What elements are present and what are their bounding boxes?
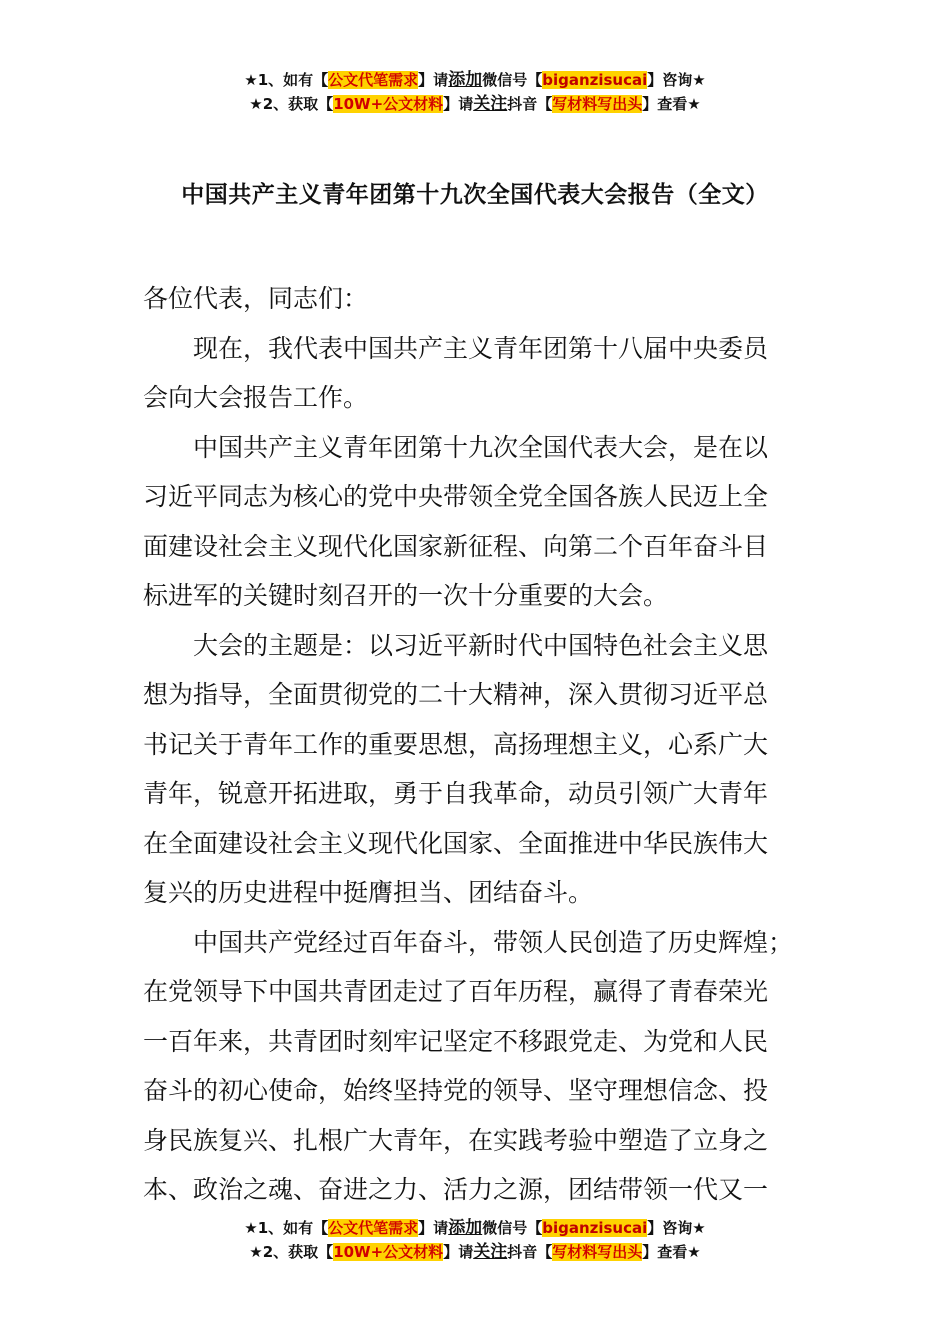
- paragraph-line: 书记关于青年工作的重要思想，高扬理想主义，心系广大: [143, 729, 769, 759]
- paragraph-line: 现在，我代表中国共产主义青年团第十八届中央委员: [193, 333, 769, 363]
- banner-highlight: biganzisucai: [542, 1219, 648, 1237]
- paragraph-line: 大会的主题是：以习近平新时代中国特色社会主义思: [193, 630, 769, 660]
- banner-text: 】咨询★: [647, 1219, 706, 1237]
- banner-line-1: [0, 68, 950, 92]
- banner-text: 】请: [443, 1243, 474, 1261]
- paragraph-line: 一百年来，共青团时刻牢记坚定不移跟党走、为党和人民: [143, 1026, 769, 1056]
- banner-emphasis: 添加: [448, 1218, 483, 1238]
- banner-text: 微信号【: [482, 71, 543, 89]
- paragraph-line: 在党领导下中国共青团走过了百年历程，赢得了青春荣光: [143, 977, 769, 1006]
- banner-text: 】咨询★: [647, 71, 706, 89]
- banner-text: 抖音【: [507, 95, 553, 113]
- banner-text: 抖音【: [507, 1243, 553, 1261]
- banner-emphasis: 关注: [473, 1242, 508, 1262]
- banner-highlight: 10W+公文材料: [333, 95, 444, 113]
- paragraph-line: 中国共产党经过百年奋斗，带领人民创造了历史辉煌；: [193, 927, 794, 957]
- banner-highlight: 写材料写出头: [552, 95, 643, 113]
- banner-highlight: 写材料写出头: [552, 1243, 643, 1261]
- banner-text: ★1、如有【: [244, 1219, 329, 1237]
- banner-text: 】查看★: [642, 1243, 701, 1261]
- paragraph-line: 青年，锐意开拓进取，勇于自我革命，动员引领广大青年: [143, 779, 769, 808]
- paragraph-line: 本、政治之魂、奋进之力、活力之源，团结带领一代又一: [143, 1175, 769, 1204]
- banner-line-1: [0, 1216, 950, 1240]
- banner-text: ★2、获取【: [249, 95, 334, 113]
- banner-highlight: 10W+公文材料: [333, 1243, 444, 1261]
- paragraph-line: 习近平同志为核心的党中央带领全党全国各族人民迈上全: [143, 482, 769, 511]
- paragraph-line: 中国共产主义青年团第十九次全国代表大会，是在以: [193, 432, 769, 462]
- document-title: 中国共产主义青年团第十九次全国代表大会报告（全文）: [181, 182, 769, 208]
- banner-highlight: 公文代笔需求: [328, 71, 419, 89]
- paragraph-line: 身民族复兴、扎根广大青年，在实践考验中塑造了立身之: [143, 1125, 769, 1155]
- paragraph-line: 标进军的关键时刻召开的一次十分重要的大会。: [143, 581, 669, 610]
- banner-line-2: [0, 92, 950, 116]
- document-body: [143, 274, 843, 1215]
- paragraph-line: 奋斗的初心使命，始终坚持党的领导、坚守理想信念、投: [143, 1076, 769, 1105]
- banner-text: 】请: [418, 1219, 449, 1237]
- banner-highlight: biganzisucai: [542, 71, 648, 89]
- paragraph-line: 想为指导，全面贯彻党的二十大精神，深入贯彻习近平总: [143, 680, 769, 709]
- paragraph-line: 在全面建设社会主义现代化国家、全面推进中华民族伟大: [143, 828, 769, 858]
- footer-banner: [0, 1216, 950, 1264]
- header-banner: [0, 68, 950, 116]
- banner-emphasis: 添加: [448, 70, 483, 90]
- banner-text: 】查看★: [642, 95, 701, 113]
- banner-line-2: [0, 1240, 950, 1264]
- banner-text: 微信号【: [482, 1219, 543, 1237]
- banner-text: ★1、如有【: [244, 71, 329, 89]
- banner-text: ★2、获取【: [249, 1243, 334, 1261]
- paragraph-line: 复兴的历史进程中挺膺担当、团结奋斗。: [143, 878, 594, 907]
- banner-text: 】请: [443, 95, 474, 113]
- banner-text: 】请: [418, 71, 449, 89]
- banner-emphasis: 关注: [473, 94, 508, 114]
- paragraph-line: 会向大会报告工作。: [143, 383, 369, 412]
- paragraph-line: 面建设社会主义现代化国家新征程、向第二个百年奋斗目: [143, 531, 769, 561]
- paragraph-line: 各位代表，同志们：: [143, 284, 369, 313]
- banner-highlight: 公文代笔需求: [328, 1219, 419, 1237]
